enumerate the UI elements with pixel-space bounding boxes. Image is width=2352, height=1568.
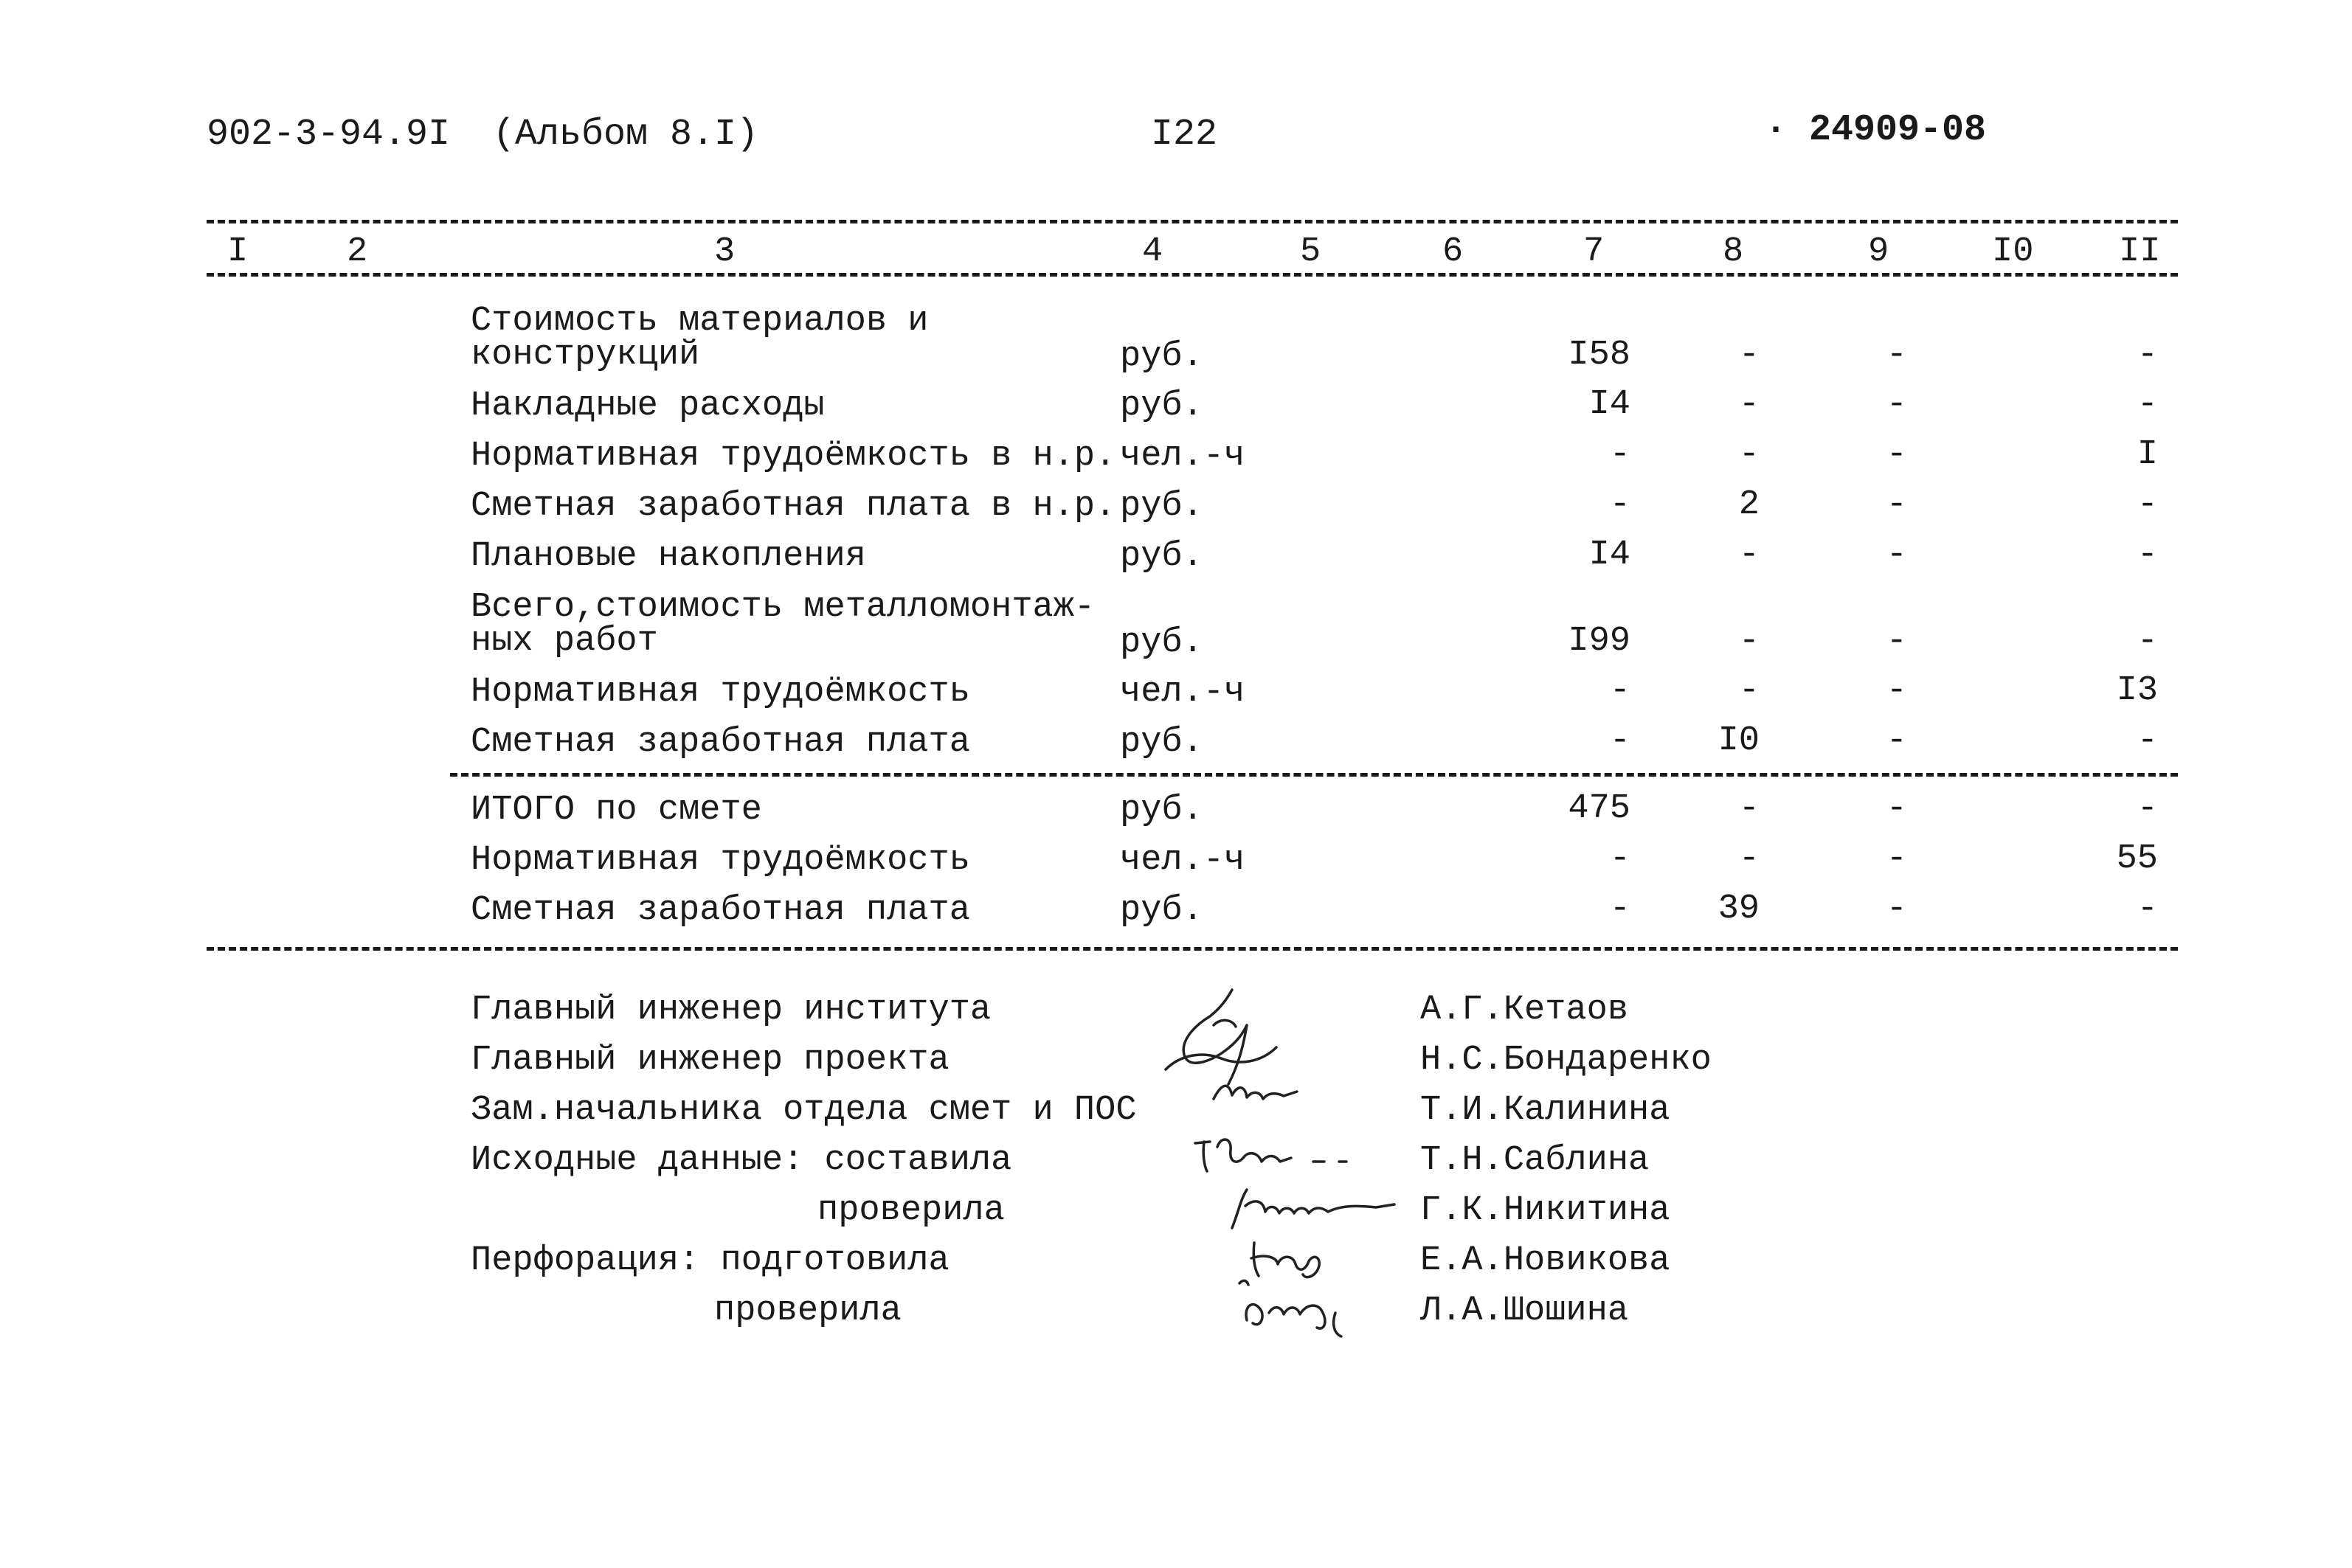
row-col8-value: - [1738,535,1760,575]
row-col7-value: I4 [1588,535,1630,575]
row-name: Плановые накопления [471,537,866,576]
column-header-6: 6 [1442,232,1464,271]
signature-role: Перфорация: подготовила [471,1241,950,1280]
totals-col9-value: - [1886,839,1907,878]
row-name: Накладные расходы [471,386,825,426]
row-col11-value: I [2137,435,2158,474]
column-header-11: II [2119,232,2161,271]
row-col11-value: - [2137,336,2158,375]
row-col11-value: - [2137,721,2158,760]
column-header-7: 7 [1583,232,1605,271]
document-code: 902-3-94.9I [207,114,451,156]
row-col7-value: I99 [1568,622,1630,661]
row-col8-value: - [1738,671,1760,710]
totals-name: ИТОГО по смете [471,791,762,830]
totals-col8-value: 39 [1718,889,1760,929]
row-name: Всего,стоимость металломонтаж- [471,588,1096,627]
totals-col7-value: - [1609,889,1630,929]
totals-col8-value: - [1738,839,1760,878]
signature-role: Исходные данные: составила [471,1141,1012,1180]
row-unit: руб. [1120,337,1203,376]
totals-unit: руб. [1120,891,1203,930]
handwritten-signature [1210,1069,1306,1114]
column-header-3: 3 [714,232,736,271]
totals-col9-value: - [1886,889,1907,929]
signature-name: Е.А.Новикова [1420,1241,1670,1280]
row-col9-value: - [1886,385,1907,424]
signature-name: Н.С.Бондаренко [1420,1041,1712,1080]
album-label: (Альбом 8.I) [493,114,759,156]
row-unit: руб. [1120,537,1203,576]
totals-separator-rule [450,773,2178,777]
row-name-continued: ных работ [471,622,658,661]
row-unit: чел.-ч [1120,673,1245,712]
archive-number: · 24909-08 [1765,109,1987,151]
row-col8-value: - [1738,435,1760,474]
row-name-continued: конструкций [471,336,700,375]
row-name: Сметная заработная плата в н.р. [471,487,1116,526]
handwritten-signature [1232,1232,1357,1291]
handwritten-signature [1225,1184,1417,1235]
row-col7-value: - [1609,435,1630,474]
row-col8-value: - [1738,385,1760,424]
row-unit: руб. [1120,723,1203,762]
totals-name: Сметная заработная плата [471,891,970,930]
row-col7-value: I4 [1588,385,1630,424]
row-col9-value: - [1886,721,1907,760]
column-header-1: I [227,232,249,271]
row-col8-value: - [1738,336,1760,375]
row-col9-value: - [1886,435,1907,474]
row-col11-value: - [2137,485,2158,524]
totals-col11-value: - [2137,789,2158,828]
signature-name: Г.К.Никитина [1420,1191,1670,1230]
row-name: Стоимость материалов и [471,302,929,341]
signature-role: Зам.начальника отдела смет и ПОС [471,1091,1137,1130]
row-name: Сметная заработная плата [471,723,970,762]
signature-role: проверила [817,1191,1005,1230]
row-col8-value: 2 [1738,485,1760,524]
signature-name: Т.Н.Саблина [1420,1141,1650,1180]
row-name: Нормативная трудоёмкость в н.р. [471,437,1116,476]
column-header-2: 2 [347,232,368,271]
row-unit: руб. [1120,386,1203,426]
row-unit: руб. [1120,623,1203,662]
header-top-rule [207,220,2178,223]
handwritten-signature [1188,1128,1357,1180]
signature-role: Главный инженер института [471,991,992,1030]
totals-unit: чел.-ч [1120,841,1245,880]
totals-col7-value: - [1609,839,1630,878]
signature-name: Т.И.Калинина [1420,1091,1670,1130]
row-col7-value: - [1609,721,1630,760]
row-col9-value: - [1886,336,1907,375]
row-col11-value: - [2137,385,2158,424]
column-header-9: 9 [1868,232,1889,271]
row-col9-value: - [1886,535,1907,575]
row-col9-value: - [1886,485,1907,524]
totals-col9-value: - [1886,789,1907,828]
row-unit: чел.-ч [1120,437,1245,476]
row-col11-value: I3 [2116,671,2158,710]
header-bottom-rule [207,273,2178,277]
row-col9-value: - [1886,671,1907,710]
totals-unit: руб. [1120,791,1203,830]
signature-role: Главный инженер проекта [471,1041,950,1080]
row-name: Нормативная трудоёмкость [471,673,970,712]
column-header-4: 4 [1142,232,1163,271]
column-header-5: 5 [1300,232,1321,271]
signature-name: А.Г.Кетаов [1420,991,1629,1030]
handwritten-signature [1232,1283,1357,1342]
page-number: I22 [1151,114,1218,156]
column-header-8: 8 [1723,232,1744,271]
row-col11-value: - [2137,622,2158,661]
signature-role: проверила [714,1291,902,1331]
row-col8-value: - [1738,622,1760,661]
row-col7-value: - [1609,485,1630,524]
totals-col11-value: 55 [2116,839,2158,878]
row-col7-value: I58 [1568,336,1630,375]
row-col9-value: - [1886,622,1907,661]
table-bottom-rule [207,947,2178,951]
signature-name: Л.А.Шошина [1420,1291,1629,1331]
totals-col7-value: 475 [1568,789,1630,828]
row-col7-value: - [1609,671,1630,710]
row-col11-value: - [2137,535,2158,575]
totals-col8-value: - [1738,789,1760,828]
column-header-10: I0 [1992,232,2034,271]
totals-col11-value: - [2137,889,2158,929]
row-unit: руб. [1120,487,1203,526]
row-col8-value: I0 [1718,721,1760,760]
totals-name: Нормативная трудоёмкость [471,841,970,880]
